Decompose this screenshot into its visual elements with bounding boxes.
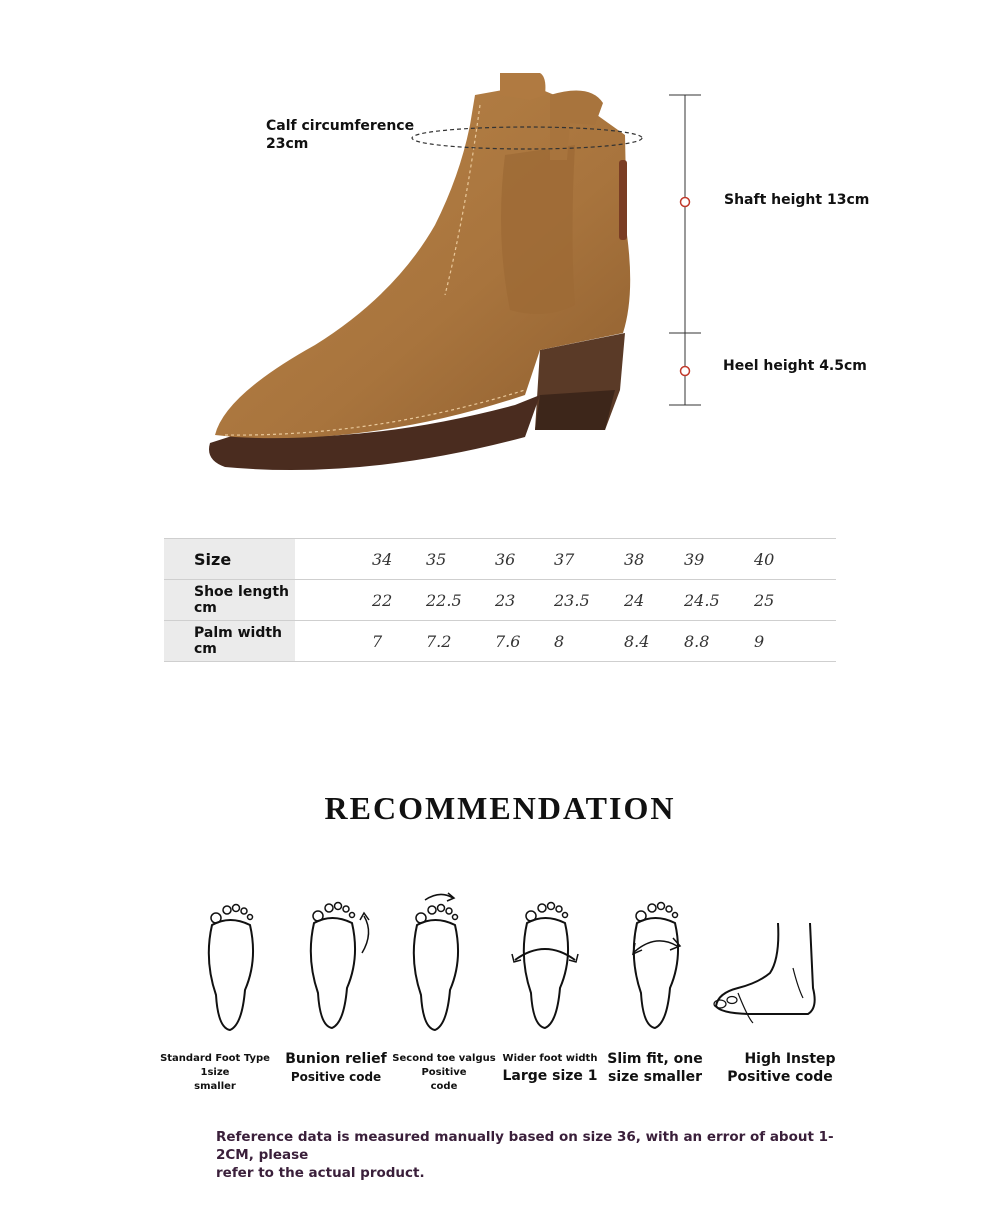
table-cell: 40 [754, 549, 775, 569]
table-row-size [164, 538, 836, 579]
row-label-shoe-length: Shoe length cm [164, 580, 295, 620]
wide-foot-icon [510, 898, 580, 1035]
table-cell: 23 [495, 590, 516, 610]
calf-circumference-value: 23cm [266, 136, 309, 152]
caption-second-toe-valgus [390, 1052, 498, 1094]
reference-note-line: refer to the actual product. [216, 1165, 425, 1181]
row-label-size: Size [164, 539, 295, 579]
caption-line: size smaller [607, 1069, 702, 1085]
heel-height-label: Heel height 4.5cm [723, 358, 867, 374]
table-cell: 7 [372, 631, 383, 651]
table-cell: 9 [754, 631, 765, 651]
table-cell: 7.2 [426, 631, 452, 651]
caption-wide-foot [498, 1052, 602, 1086]
caption-line: smaller [194, 1081, 236, 1092]
caption-line: High Instep [744, 1051, 836, 1067]
table-cell: 38 [624, 549, 645, 569]
high-instep-foot-icon [708, 918, 823, 1028]
table-cell: 35 [426, 549, 447, 569]
shaft-height-label: Shaft height 13cm [724, 192, 870, 208]
caption-line: Bunion relief [285, 1051, 387, 1067]
table-cell: 23.5 [554, 590, 590, 610]
slim-foot-icon [625, 898, 695, 1035]
caption-line: Positive [421, 1067, 467, 1078]
caption-high-instep [720, 1050, 840, 1086]
table-cell: 8.8 [684, 631, 710, 651]
table-row-shoe-length [164, 579, 836, 620]
table-cell: 22.5 [426, 590, 462, 610]
table-cell: 7.6 [495, 631, 521, 651]
bunion-foot-icon [302, 898, 377, 1035]
caption-line: code [430, 1081, 458, 1092]
table-cell: 8.4 [624, 631, 650, 651]
table-cell: 34 [372, 549, 393, 569]
calf-circumference-label [266, 117, 414, 153]
table-row-palm-width [164, 620, 836, 662]
table-cell: 24.5 [684, 590, 720, 610]
caption-standard-foot [160, 1052, 270, 1094]
caption-line: Standard Foot Type [160, 1053, 270, 1064]
caption-bunion-relief [280, 1050, 392, 1086]
calf-circumference-marker [410, 125, 645, 153]
recommendation-title: RECOMMENDATION [324, 790, 676, 826]
table-cell: 24 [624, 590, 645, 610]
table-cell: 22 [372, 590, 393, 610]
size-table [164, 538, 836, 662]
caption-slim-fit [605, 1050, 705, 1086]
caption-line: Slim fit, one [607, 1051, 703, 1067]
table-cell: 25 [754, 590, 775, 610]
caption-line: Wider foot width [502, 1053, 598, 1064]
height-ruler [665, 90, 705, 410]
reference-note [216, 1128, 856, 1182]
table-cell: 8 [554, 631, 565, 651]
reference-note-line: Reference data is measured manually based on size 36, with an error of about 1-2CM, please [216, 1129, 834, 1163]
standard-foot-icon [200, 900, 260, 1035]
caption-line: 1size [200, 1067, 230, 1078]
row-label-palm-width: Palm width cm [164, 621, 295, 661]
caption-line: Large size 1 [502, 1068, 598, 1084]
caption-line: Second toe valgus [392, 1053, 496, 1064]
caption-line: Positive code [290, 1070, 382, 1084]
second-toe-valgus-foot-icon [405, 890, 475, 1035]
calf-circumference-title: Calf circumference [266, 118, 415, 134]
caption-line: Positive code [727, 1069, 833, 1085]
table-cell: 36 [495, 549, 516, 569]
table-cell: 39 [684, 549, 705, 569]
table-cell: 37 [554, 549, 575, 569]
